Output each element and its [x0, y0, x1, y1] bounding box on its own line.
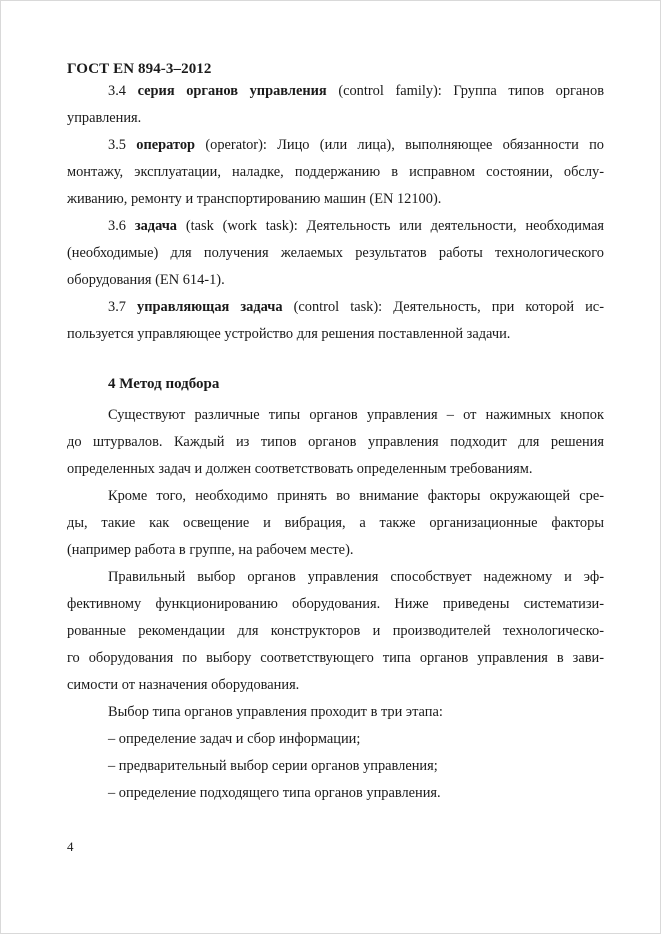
definition-3-7 — [108, 298, 604, 316]
definition-text-line: (необходимые) для получения желаемых результатов работы технологического — [67, 245, 604, 261]
definition-text-line: оборудования (EN 614-1). — [67, 272, 225, 288]
paragraph-line: ды, такие как освещение и вибрация, а также организационные факторы — [67, 515, 604, 531]
paragraph-line: Выбор типа органов управления проходит в три этапа: — [108, 704, 443, 720]
paragraph-line: Правильный выбор органов управления способствует надежному и эф- — [108, 569, 604, 585]
definition-term: оператор — [136, 137, 196, 153]
section-heading: 4 Метод подбора — [108, 376, 220, 392]
definition-term: серия органов управления — [137, 83, 327, 99]
paragraph-line: симости от назначения оборудования. — [67, 677, 300, 693]
list-item: – определение подходящего типа органов управления. — [108, 785, 441, 801]
definition-number: 3.5 — [108, 137, 126, 153]
list-item: – предварительный выбор серии органов управления; — [108, 758, 438, 774]
paragraph-line: рованные рекомендации для конструкторов и производителей технологическо- — [67, 623, 604, 639]
page-number: 4 — [67, 839, 74, 854]
paragraph-line: определенных задач и должен соответствовать определенным требованиям. — [67, 461, 533, 477]
definition-text: (task (work task): Деятельность или деятельности, необходимая — [185, 218, 604, 234]
list-item: – определение задач и сбор информации; — [108, 731, 361, 747]
definition-text: (operator): Лицо (или лица), выполняющее обязанности по — [205, 137, 604, 153]
definition-number: 3.7 — [108, 299, 126, 315]
document-header: ГОСТ EN 894-3–2012 — [67, 61, 212, 77]
paragraph-line: до штурвалов. Каждый из типов органов управления подходит для решения — [67, 434, 604, 450]
definition-number: 3.4 — [108, 83, 126, 99]
definition-text-line: монтажу, эксплуатации, наладке, поддержанию в исправном состоянии, обслу- — [67, 164, 604, 180]
paragraph-line: фективному функционированию оборудования. Ниже приведены систематизи- — [67, 596, 604, 612]
definition-number: 3.6 — [108, 218, 126, 234]
paragraph-line: (например работа в группе, на рабочем месте). — [67, 542, 354, 558]
definition-text-line: живанию, ремонту и транспортированию машин (EN 12100). — [67, 191, 442, 207]
definition-term: задача — [134, 218, 178, 234]
definition-3-5 — [108, 136, 604, 154]
paragraph-line: Кроме того, необходимо принять во внимание факторы окружающей сре- — [108, 488, 604, 504]
definition-term: управляющая задача — [137, 299, 283, 315]
definition-text-line: управления. — [67, 110, 142, 126]
definition-text: (control task): Деятельность, при которой ис- — [293, 299, 604, 315]
definition-3-4 — [108, 82, 604, 100]
definition-3-6 — [108, 217, 604, 235]
paragraph-line: Существуют различные типы органов управления – от нажимных кнопок — [108, 407, 604, 423]
definition-text-line: пользуется управляющее устройство для решения поставленной задачи. — [67, 326, 511, 342]
definition-text: (control family): Группа типов органов — [338, 83, 604, 99]
paragraph-line: го оборудования по выбору соответствующего типа органов управления в зави- — [67, 650, 604, 666]
